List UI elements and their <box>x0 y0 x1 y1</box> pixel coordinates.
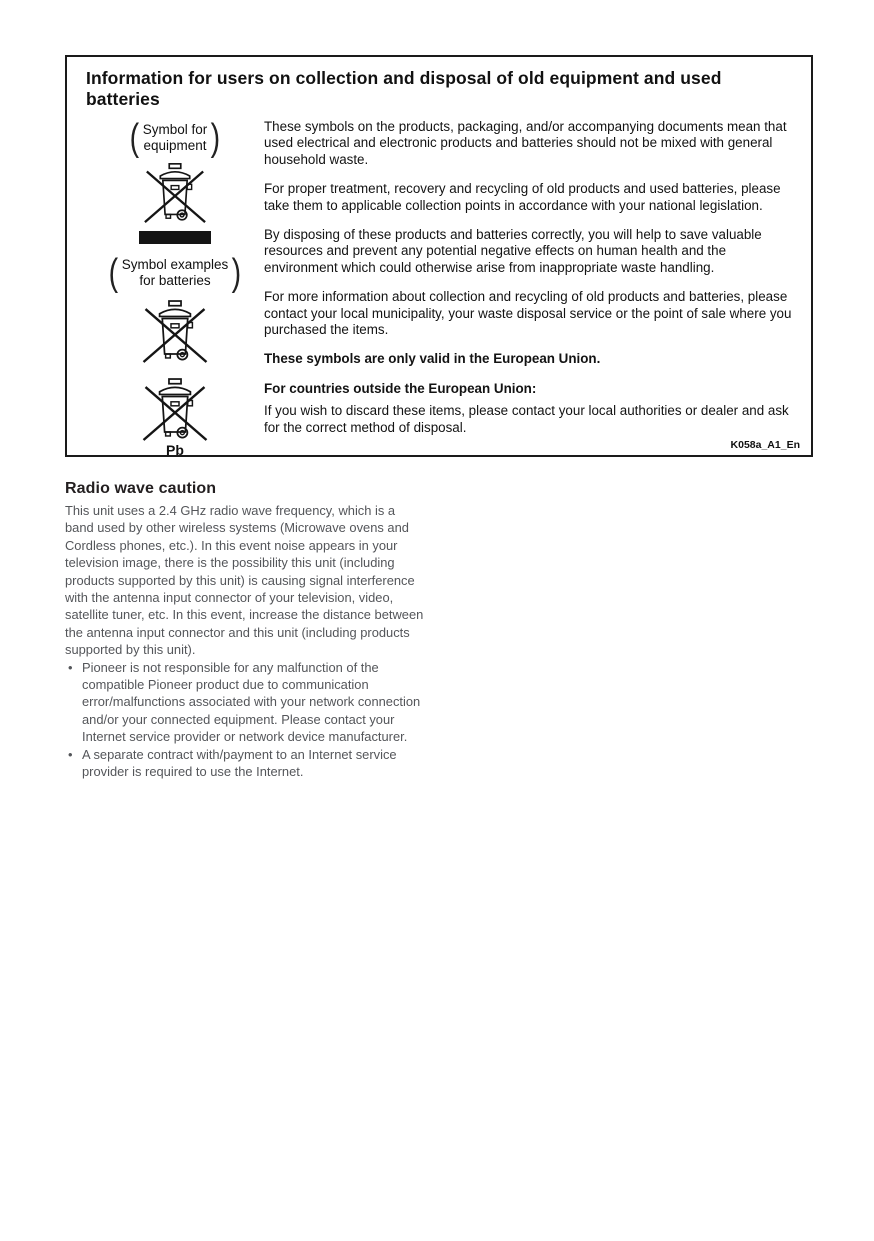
radio-caution-body: This unit uses a 2.4 GHz radio wave frequency, which is a band used by other wireless systems (Microwave ovens and Cordless phones, etc.). In this event noise appears in your television image, there is the possibility this unit (including products supported by this unit) is causing signal interference with the antenna input connector of your television, video, satellite tuner, etc. In this event, increase the distance between the antenna input connector and this unit (including products supported by this unit). <box>65 503 424 658</box>
paragraph-proper-treatment: For proper treatment, recovery and recycling of old products and used batteries, please take them to applicable collection points in accordance with your national legislation. <box>264 181 781 213</box>
equipment-label-lines <box>143 122 208 155</box>
symbol-column <box>86 119 264 458</box>
battery-label-lines <box>122 257 229 290</box>
crossed-out-wheeled-bin-pb-icon <box>136 373 214 444</box>
radio-wave-caution-section <box>65 480 427 781</box>
crossed-out-wheeled-bin-icon <box>143 158 207 226</box>
bullet-pioneer-responsibility: • Pioneer is not responsible for any malfunction of the compatible Pioneer product due to communication error/malfunctions associated with your network connection and/or your connected equipment. Please contact your Internet service provider or network device manufacturer. <box>65 659 427 746</box>
info-box-title: Information for users on collection and disposal of old equipment and used batteries <box>86 68 722 109</box>
radio-caution-heading: Radio wave caution <box>65 480 217 497</box>
eu-only-note: These symbols are only valid in the European Union. <box>264 351 601 367</box>
battery-label-line1: Symbol examples <box>121 256 229 272</box>
equipment-label-line2: equipment <box>143 138 207 154</box>
info-text-column <box>264 119 797 458</box>
pb-label: Pb <box>166 442 184 459</box>
open-paren: ( <box>108 252 119 295</box>
crossed-out-wheeled-bin-icon <box>136 295 214 366</box>
radio-caution-bullet-list <box>65 659 427 781</box>
battery-symbol-label <box>107 252 243 295</box>
equipment-symbol-label <box>128 117 222 159</box>
outside-eu-text: If you wish to discard these items, please contact your local authorities or dealer and ask for the correct method of disposal. <box>264 403 789 435</box>
bullet-separate-contract: • A separate contract with/payment to an Internet service provider is required to use the Internet. <box>65 746 427 781</box>
equipment-label-line1: Symbol for <box>142 121 208 137</box>
close-paren: ) <box>231 252 242 295</box>
outside-eu-heading: For countries outside the European Union: <box>264 380 537 396</box>
paragraph-symbols-meaning: These symbols on the products, packaging, and/or accompanying documents mean that used electrical and electronic products and batteries should not be mixed with general household waste. <box>264 119 787 167</box>
paragraph-disposing-correctly: By disposing of these products and batteries correctly, you will help to save valuable resources and prevent any potential negative effects on human health and the environment which could otherwise arise from inappropriate waste handling. <box>264 227 762 275</box>
disposal-info-box <box>65 55 813 457</box>
document-code: K058a_A1_En <box>730 439 800 451</box>
battery-label-line2: for batteries <box>139 273 211 289</box>
close-paren: ) <box>210 117 221 159</box>
open-paren: ( <box>129 117 140 159</box>
black-bar <box>139 231 211 244</box>
paragraph-more-information: For more information about collection and recycling of old products and batteries, please contact your local municipality, your waste disposal service or the point of sale where you purchased the items. <box>264 289 792 338</box>
info-box-content <box>86 119 797 458</box>
